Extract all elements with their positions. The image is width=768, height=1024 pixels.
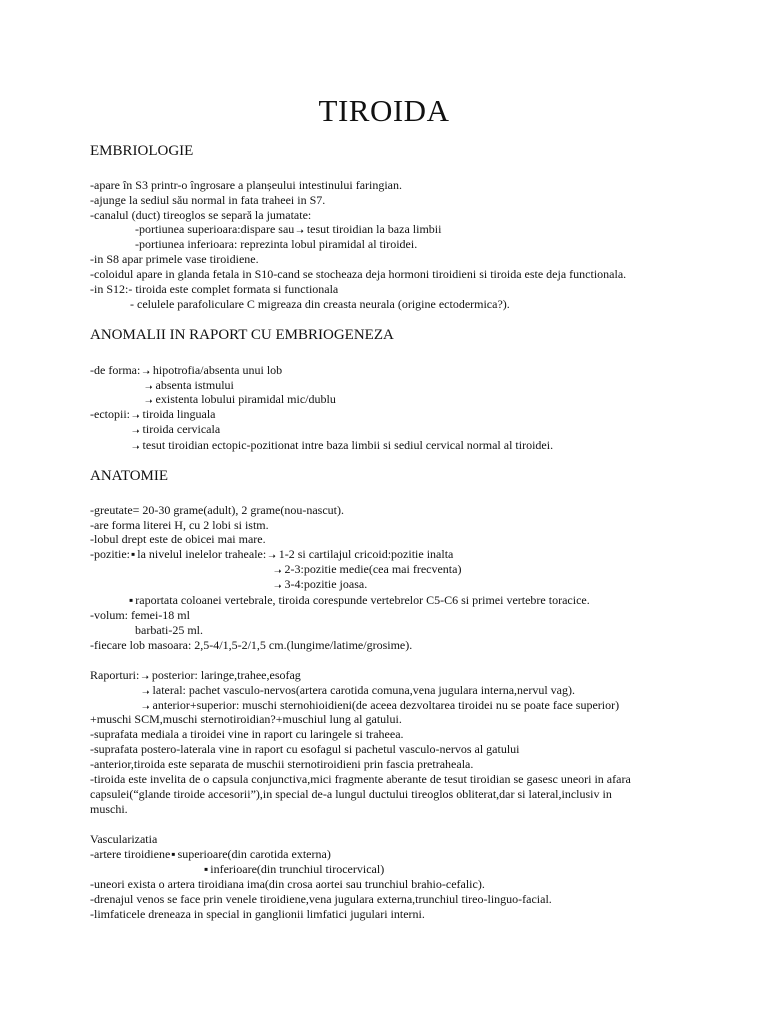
- text-line: -limfaticele dreneaza in special in ganglionii limfatici jugulari interni.: [90, 907, 425, 921]
- bullet-icon: ▪: [204, 862, 209, 876]
- right-arrow-icon: ➝: [132, 442, 140, 452]
- text-line: -canalul (duct) tireoglos se separă la jumatate:: [90, 208, 312, 222]
- right-arrow-icon: ➝: [296, 226, 304, 236]
- text-line: -uneori exista o artera tiroidiana ima(din crosa aortei sau trunchiul brahio-cefalic).: [90, 877, 485, 891]
- right-arrow-icon: ➝: [145, 396, 153, 406]
- text-line: -greutate= 20-30 grame(adult), 2 grame(nou-nascut).: [90, 503, 344, 517]
- text-line: -ectopii: ➝ tiroida linguala: [90, 407, 216, 424]
- text-line: -coloidul apare in glanda fetala in S10-cand se stocheaza deja hormoni tiroidieni si tiroida este deja functionala.: [90, 267, 627, 281]
- section-heading-anomalii: ANOMALII IN RAPORT CU EMBRIOGENEZA: [90, 327, 394, 343]
- text-line: -are forma literei H, cu 2 lobi si istm.: [90, 518, 269, 532]
- right-arrow-icon: ➝: [268, 551, 276, 561]
- text-line: barbati-25 ml.: [135, 623, 203, 637]
- section-heading-anatomie: ANATOMIE: [90, 468, 169, 484]
- text-line: -apare în S3 printr-o îngrosare a planșeului intestinului faringian.: [90, 178, 403, 192]
- right-arrow-icon: ➝: [142, 687, 150, 697]
- text-line: muschi.: [90, 802, 128, 816]
- text-line: ➝ tesut tiroidian ectopic-pozitionat intre baza limbii si sediul cervical normal al tiroidei.: [130, 438, 553, 455]
- text-line: Raporturi: ➝ posterior: laringe,trahee,esofag: [90, 668, 301, 685]
- text-line: - celulele parafoliculare C migreaza din creasta neurala (origine ectodermica?).: [130, 297, 510, 311]
- text-line: -artere tiroidiene▪ superioare(din carotida externa): [90, 847, 331, 861]
- right-arrow-icon: ➝: [274, 566, 282, 576]
- text-line: ➝ lateral: pachet vasculo-nervos(artera carotida comuna,vena jugulara interna,nervul vag).: [140, 683, 575, 700]
- right-arrow-icon: ➝: [131, 411, 140, 421]
- text-line: -lobul drept este de obicei mai mare.: [90, 532, 266, 546]
- bullet-icon: ▪: [129, 593, 134, 607]
- text-line: -volum: femei-18 ml: [90, 608, 190, 622]
- right-arrow-icon: ➝: [141, 672, 149, 682]
- text-line: ➝ existenta lobului piramidal mic/dublu: [143, 392, 336, 409]
- text-line: -portiunea inferioara: reprezinta lobul piramidal al tiroidei.: [135, 237, 418, 251]
- text-line: ➝ tiroida cervicala: [130, 422, 220, 439]
- bullet-icon: ▪: [171, 847, 176, 861]
- text-line: -in S8 apar primele vase tiroidiene.: [90, 252, 259, 266]
- text-line: ➝ absenta istmului: [143, 378, 234, 395]
- text-line: -tiroida este invelita de o capsula conjunctiva,mici fragmente aberante de tesut tiroidian se gasesc uneori in afara: [90, 772, 631, 786]
- text-line: -in S12:- tiroida este complet formata si functionala: [90, 282, 339, 296]
- right-arrow-icon: ➝: [132, 426, 140, 436]
- text-line: ▪ raportata coloanei vertebrale, tiroida corespunde vertebrelor C5-C6 si primei vertebre toracice.: [129, 593, 590, 607]
- text-line: Vascularizatia: [90, 832, 158, 846]
- document-title: TIROIDA: [318, 93, 450, 128]
- text-line: -suprafata mediala a tiroidei vine in raport cu laringele si traheea.: [90, 727, 404, 741]
- text-line: -ajunge la sediul său normal in fata traheei in S7.: [90, 193, 326, 207]
- text-line: +muschi SCM,muschi sternotiroidian?+muschiul lung al gatului.: [90, 712, 402, 726]
- text-line: -anterior,tiroida este separata de muschii sternotiroidieni prin fascia pretraheala.: [90, 757, 474, 771]
- text-line: ▪ inferioare(din trunchiul tirocervical): [204, 862, 385, 876]
- text-line: -suprafata postero-laterala vine in raport cu esofagul si pachetul vasculo-nervos al gatului: [90, 742, 520, 756]
- right-arrow-icon: ➝: [142, 367, 150, 377]
- text-line: -portiunea superioara:dispare sau ➝ tesut tiroidian la baza limbii: [135, 222, 441, 239]
- text-line: -de forma: ➝ hipotrofia/absenta unui lob: [90, 363, 282, 380]
- bullet-icon: ▪: [130, 547, 136, 561]
- right-arrow-icon: ➝: [145, 382, 153, 392]
- text-line: -drenajul venos se face prin venele tiroidiene,vena jugulara externa,trunchiul tireo-linguo-facial.: [90, 892, 552, 906]
- text-line: ➝ 2-3:pozitie medie(cea mai frecventa): [272, 562, 461, 579]
- text-line: ➝ anterior+superior: muschi sternohioidieni(de aceea dezvoltarea tiroidei nu se poate face superior): [140, 698, 619, 715]
- right-arrow-icon: ➝: [142, 702, 150, 712]
- text-line: -fiecare lob masoara: 2,5-4/1,5-2/1,5 cm.(lungime/latime/grosime).: [90, 638, 413, 652]
- section-heading-embriologie: EMBRIOLOGIE: [90, 143, 194, 159]
- text-line: ➝ 3-4:pozitie joasa.: [272, 577, 367, 594]
- text-line: capsulei(“glande tiroide accesorii”),in special de-a lungul ductului tireoglos obliterat,dar si lateral,inclusiv in: [90, 787, 612, 801]
- right-arrow-icon: ➝: [274, 581, 282, 591]
- text-line: -pozitie:▪ la nivelul inelelor traheale: ➝ 1-2 si cartilajul cricoid:pozitie inalta: [90, 547, 453, 564]
